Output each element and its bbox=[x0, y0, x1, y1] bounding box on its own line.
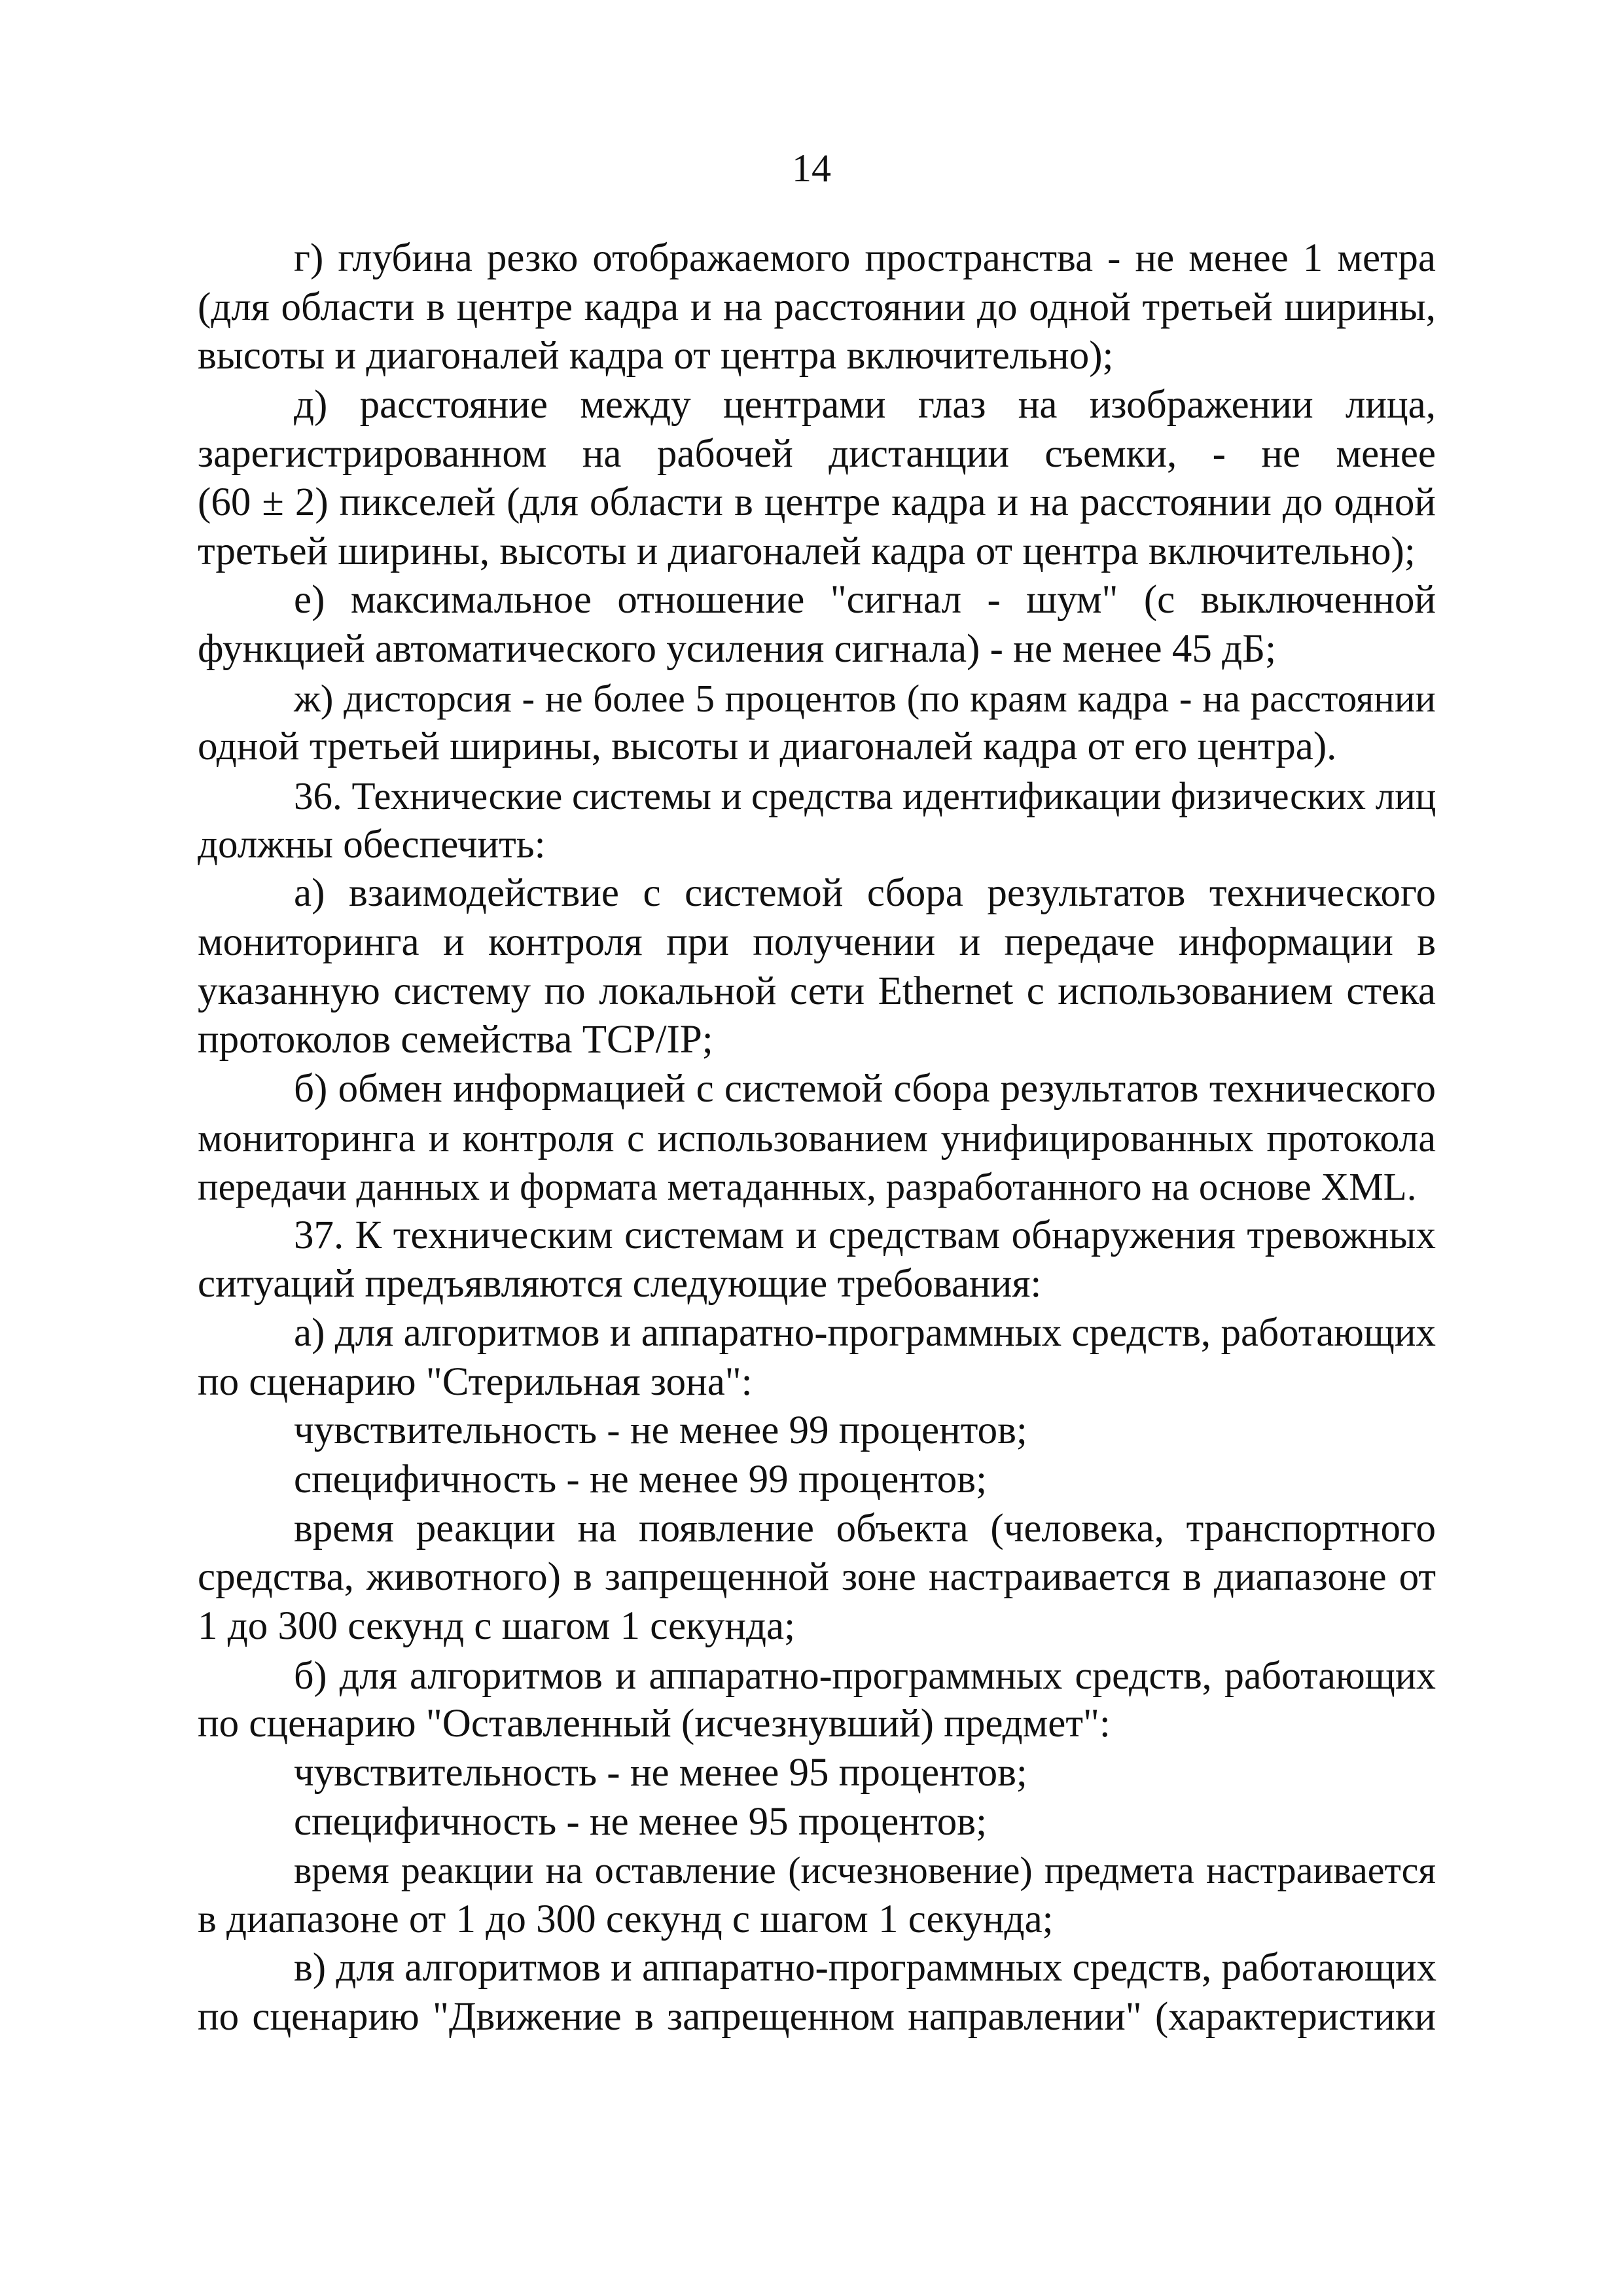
text-line: специфичность - не менее 99 процентов; bbox=[294, 1458, 988, 1502]
text-line: должны обеспечить: bbox=[198, 822, 546, 867]
text-line: (60 ± 2) пикселей (для области в центре кадра и на расстоянии до одной bbox=[198, 480, 1436, 525]
text-line: протоколов семейства TCP/IP; bbox=[198, 1018, 713, 1062]
text-line: высоты и диагоналей кадра от центра включительно); bbox=[198, 334, 1114, 378]
body-text bbox=[198, 234, 1436, 2042]
text-line: передачи данных и формата метаданных, разработанного на основе XML. bbox=[198, 1165, 1417, 1209]
text-line: чувствительность - не менее 99 процентов; bbox=[294, 1408, 1027, 1453]
text-line: 36. Технические системы и средства идентификации физических лиц bbox=[294, 774, 1436, 818]
text-line: а) взаимодействие с системой сбора результатов технического bbox=[294, 871, 1436, 916]
text-line: время реакции на появление объекта (человека, транспортного bbox=[294, 1506, 1436, 1551]
text-line: чувствительность - не менее 95 процентов; bbox=[294, 1750, 1027, 1795]
text-line: специфичность - не менее 95 процентов; bbox=[294, 1799, 988, 1844]
text-line: одной третьей ширины, высоты и диагоналей кадра от его центра). bbox=[198, 725, 1337, 769]
text-line: третьей ширины, высоты и диагоналей кадра от центра включительно); bbox=[198, 529, 1416, 573]
text-line: 37. К техническим системам и средствам обнаружения тревожных bbox=[294, 1213, 1436, 1257]
text-line: ситуаций предъявляются следующие требования: bbox=[198, 1262, 1042, 1306]
text-line: время реакции на оставление (исчезновение) предмета настраивается bbox=[294, 1849, 1436, 1892]
text-line: е) максимальное отношение "сигнал - шум" (с выключенной bbox=[294, 578, 1436, 622]
text-line: по сценарию "Движение в запрещенном направлении" (характеристики bbox=[198, 1995, 1436, 2039]
text-line: д) расстояние между центрами глаз на изображении лица, bbox=[294, 382, 1436, 427]
text-line: функцией автоматического усиления сигнала) - не менее 45 дБ; bbox=[198, 627, 1277, 672]
text-line: по сценарию "Стерильная зона": bbox=[198, 1359, 753, 1404]
text-line: (для области в центре кадра и на расстоянии до одной третьей ширины, bbox=[198, 285, 1436, 329]
text-line: средства, животного) в запрещенной зоне настраивается в диапазоне от bbox=[198, 1555, 1436, 1600]
text-line: в) для алгоритмов и аппаратно-программных средств, работающих bbox=[294, 1946, 1437, 1990]
page-number: 14 bbox=[792, 147, 831, 190]
text-line: зарегистрированном на рабочей дистанции съемки, - не менее bbox=[198, 431, 1436, 476]
text-line: мониторинга и контроля при получении и передаче информации в bbox=[198, 920, 1436, 964]
text-line: по сценарию "Оставленный (исчезнувший) предмет": bbox=[198, 1702, 1111, 1746]
text-line: ж) дисторсия - не более 5 процентов (по краям кадра - на расстоянии bbox=[294, 676, 1436, 720]
text-line: а) для алгоритмов и аппаратно-программных средств, работающих bbox=[294, 1311, 1436, 1355]
text-line: б) для алгоритмов и аппаратно-программных средств, работающих bbox=[294, 1653, 1436, 1697]
text-line: указанную систему по локальной сети Ethernet с использованием стека bbox=[198, 969, 1436, 1013]
text-line: мониторинга и контроля с использованием унифицированных протокола bbox=[198, 1116, 1436, 1160]
text-line: 1 до 300 секунд с шагом 1 секунда; bbox=[198, 1604, 796, 1648]
text-line: в диапазоне от 1 до 300 секунд с шагом 1 секунда; bbox=[198, 1897, 1054, 1941]
text-line: г) глубина резко отображаемого пространства - не менее 1 метра bbox=[294, 236, 1436, 280]
text-line: б) обмен информацией с системой сбора результатов технического bbox=[294, 1066, 1436, 1111]
